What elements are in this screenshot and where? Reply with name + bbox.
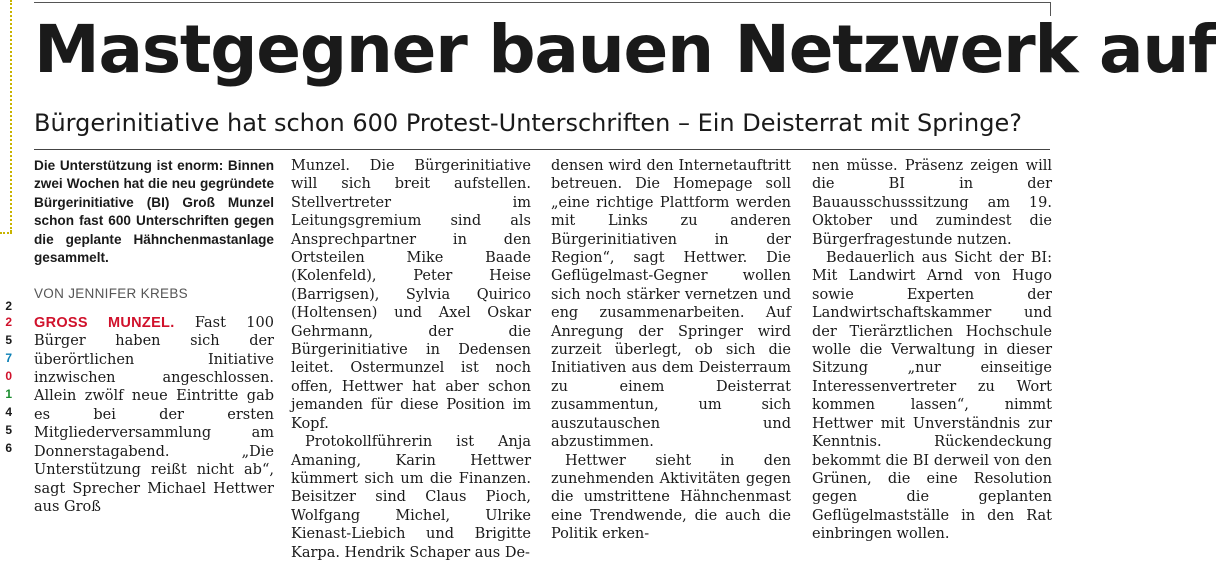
byline: VON JENNIFER KREBS <box>34 286 188 302</box>
margin-number: 6 <box>5 441 12 455</box>
margin-dotted-border <box>0 0 12 232</box>
margin-dotted-corner <box>0 232 12 234</box>
top-rule <box>34 2 1050 3</box>
column-3 <box>551 157 791 544</box>
subheadline: Bürgerinitiative hat schon 600 Protest-Unterschriften – Ein Deisterrat mit Springe? <box>34 109 1022 137</box>
body-paragraph: Hettwer sieht in den zunehmenden Aktivitäten gegen die umstrittene Hähnchenmast eine Trendwende, die auch die Politik erken- <box>551 452 791 543</box>
body-paragraph: Munzel. Die Bürgerinitiative will sich breit aufstellen. Stellvertreter im Leitungsgremium sind als Ansprechpartner in den Ortsteilen Mike Baade (Kolenfeld), Peter Heise (Barrigsen), Sylvia Quirico (Holtensen) und Axel Oskar Gehrmann, der die Bürgerinitiative in Dedensen leitet. Ostermunzel ist noch offen, Hettwer hat aber schon jemanden für diese Position im Kopf. <box>291 158 531 432</box>
margin-number: 2 <box>5 315 12 329</box>
header-divider <box>34 149 1050 150</box>
column-1 <box>34 157 274 516</box>
dateline: GROSS MUNZEL. <box>34 314 175 331</box>
body-text: Fast 100 Bürger haben sich der überörtlichen Initiative inzwischen angeschlossen. Allein zwölf neue Eintritte gab es bei der ersten Mitgliederversammlung am Donnerstagabend. „Die Unterstützung reißt nicht ab“, sagt Sprecher Michael Hettwer aus Groß <box>34 314 274 515</box>
margin-number: 7 <box>5 351 12 365</box>
lead-paragraph: Die Unterstützung ist enorm: Binnen zwei Wochen hat die neu gegründete Bürgerinitiative (BI) Groß Munzel schon fast 600 Unterschriften gegen die geplante Hähnchenmastanlage gesammelt. <box>34 158 274 266</box>
body-paragraph <box>34 314 274 516</box>
body-paragraph: Protokollführerin ist Anja Amaning, Karin Hettwer kümmert sich um die Finanzen. Beisitzer sind Claus Pioch, Wolfgang Michel, Ulrike Kienast-Liebich und Brigitte Karpa. Hendrik Schaper aus De- <box>291 434 531 561</box>
headline: Mastgegner bauen Netzwerk auf <box>34 11 1216 88</box>
left-margin <box>0 0 14 459</box>
margin-number: 1 <box>5 387 12 401</box>
body-paragraph: densen wird den Internetauftritt betreuen. Die Homepage soll „eine richtige Plattform werden mit Links zu anderen Bürgerinitiativen in der Region“, sagt Hettwer. Die Geflügelmast-Gegner wollen sich noch stärker vernetzen und eng zusammenarbeiten. Auf Anregung der Springer wird zurzeit überlegt, ob sich die Initiativen aus dem Deisterraum zu einem Deisterrat zusammentun, um sich auszutauschen und abzustimmen. <box>551 158 791 451</box>
body-paragraph: nen müsse. Präsenz zeigen will die BI in der Bauausschusssitzung am 19. Oktober und zumindest die Bürgerfragestunde nutzen. <box>812 158 1052 248</box>
column-4 <box>812 157 1052 544</box>
margin-number: 4 <box>5 405 12 419</box>
margin-number: 5 <box>5 333 12 347</box>
margin-number: 5 <box>5 423 12 437</box>
body-paragraph: Bedauerlich aus Sicht der BI: Mit Landwirt Arnd von Hugo sowie Experten der Landwirtschaftskammer und der Tierärztlichen Hochschule wolle die Verwaltung in dieser Sitzung „nur einseitige Interessenvertreter zu Wort kommen lassen“, nimmt Hettwer mit Unverständnis zur Kenntnis. Rückendeckung bekommt die BI derweil von den Grünen, die eine Resolution gegen die geplanten Geflügelmastställe in den Rat einbringen wollen. <box>812 250 1052 543</box>
column-2 <box>291 157 531 562</box>
margin-number: 2 <box>5 299 12 313</box>
margin-number: 0 <box>5 369 12 383</box>
